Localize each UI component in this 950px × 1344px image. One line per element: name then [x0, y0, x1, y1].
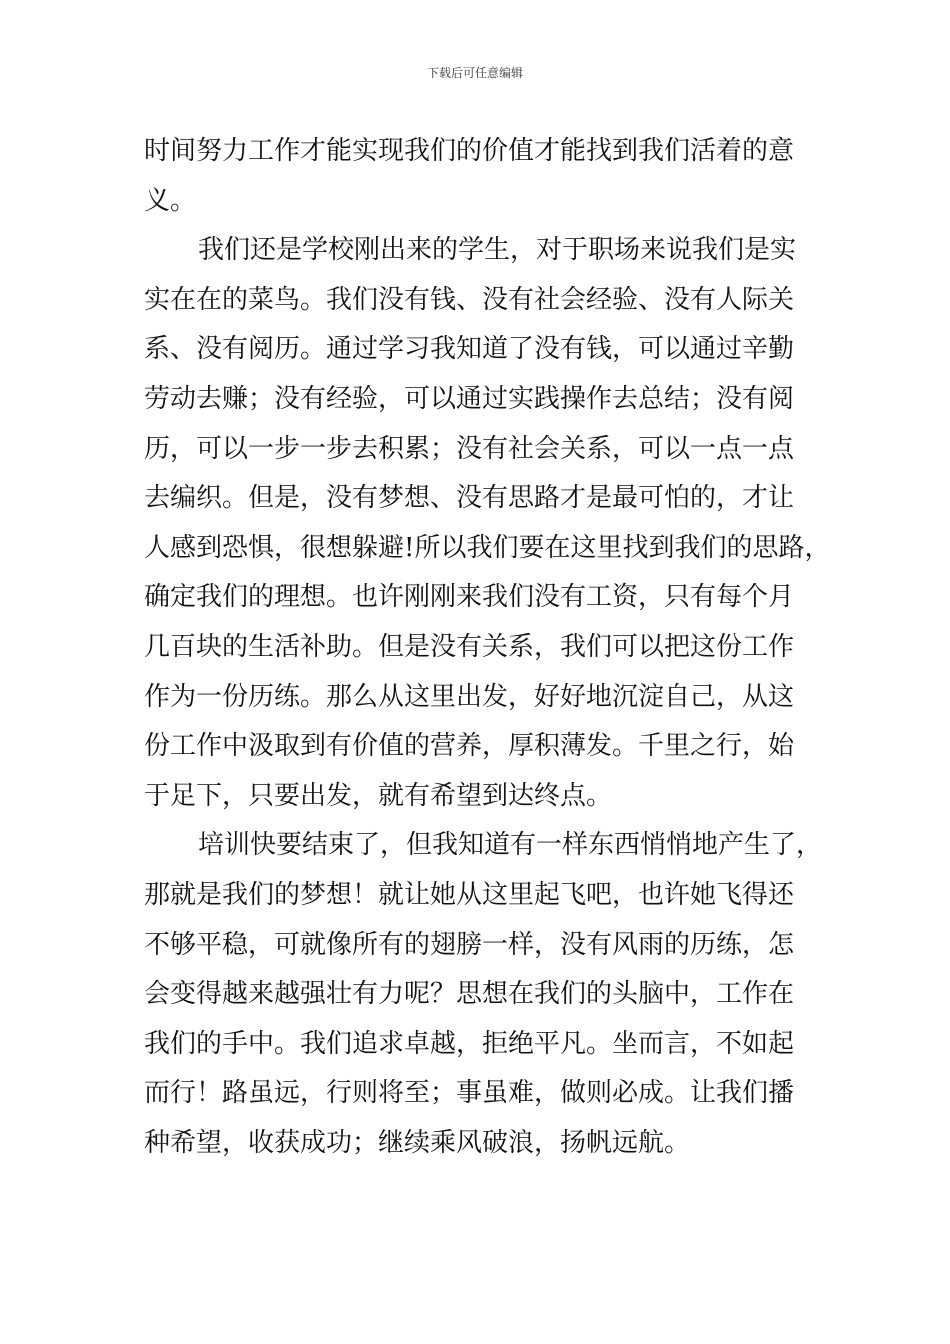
text-line: 那就是我们的梦想！就让她从这里起飞吧，也许她飞得还	[144, 879, 795, 910]
text-line: 我们的手中。我们追求卓越，拒绝平凡。坐而言，不如起	[144, 1028, 795, 1059]
text-line: 义。	[144, 185, 197, 216]
text-line: 不够平稳，可就像所有的翅膀一样，没有风雨的历练，怎	[144, 929, 795, 960]
document-body	[144, 127, 831, 1168]
text-line: 系、没有阅历。通过学习我知道了没有钱，可以通过辛勤	[144, 334, 795, 365]
text-line: 作为一份历练。那么从这里出发，好好地沉淀自己，从这	[144, 681, 795, 712]
text-line: 人感到恐惧，很想躲避!所以我们要在这里找到我们的思路，	[144, 532, 831, 563]
page-header: 下载后可任意编辑	[426, 66, 523, 80]
text-line: 实在在的菜鸟。我们没有钱、没有社会经验、没有人际关	[144, 284, 795, 315]
text-line: 于足下，只要出发，就有希望到达终点。	[144, 780, 613, 811]
text-line: 去编织。但是，没有梦想、没有思路才是最可怕的，才让	[144, 483, 795, 514]
text-line: 历，可以一步一步去积累；没有社会关系，可以一点一点	[144, 433, 795, 464]
paragraph-start-line: 我们还是学校刚出来的学生，对于职场来说我们是实	[198, 235, 797, 266]
text-line: 确定我们的理想。也许刚刚来我们没有工资，只有每个月	[144, 582, 795, 613]
text-line: 份工作中汲取到有价值的营养，厚积薄发。千里之行，始	[144, 731, 795, 762]
text-line: 劳动去赚；没有经验，可以通过实践操作去总结；没有阅	[144, 383, 795, 414]
text-line: 种希望，收获成功；继续乘风破浪，扬帆远航。	[144, 1127, 691, 1158]
text-line: 会变得越来越强壮有力呢？思想在我们的头脑中，工作在	[144, 979, 795, 1010]
text-line: 时间努力工作才能实现我们的价值才能找到我们活着的意	[144, 136, 795, 166]
text-line: 几百块的生活补助。但是没有关系，我们可以把这份工作	[144, 631, 795, 662]
paragraph-start-line: 培训快要结束了，但我知道有一样东西悄悄地产生了，	[198, 830, 823, 861]
text-line: 而行！路虽远，行则将至；事虽难，做则必成。让我们播	[144, 1078, 795, 1109]
